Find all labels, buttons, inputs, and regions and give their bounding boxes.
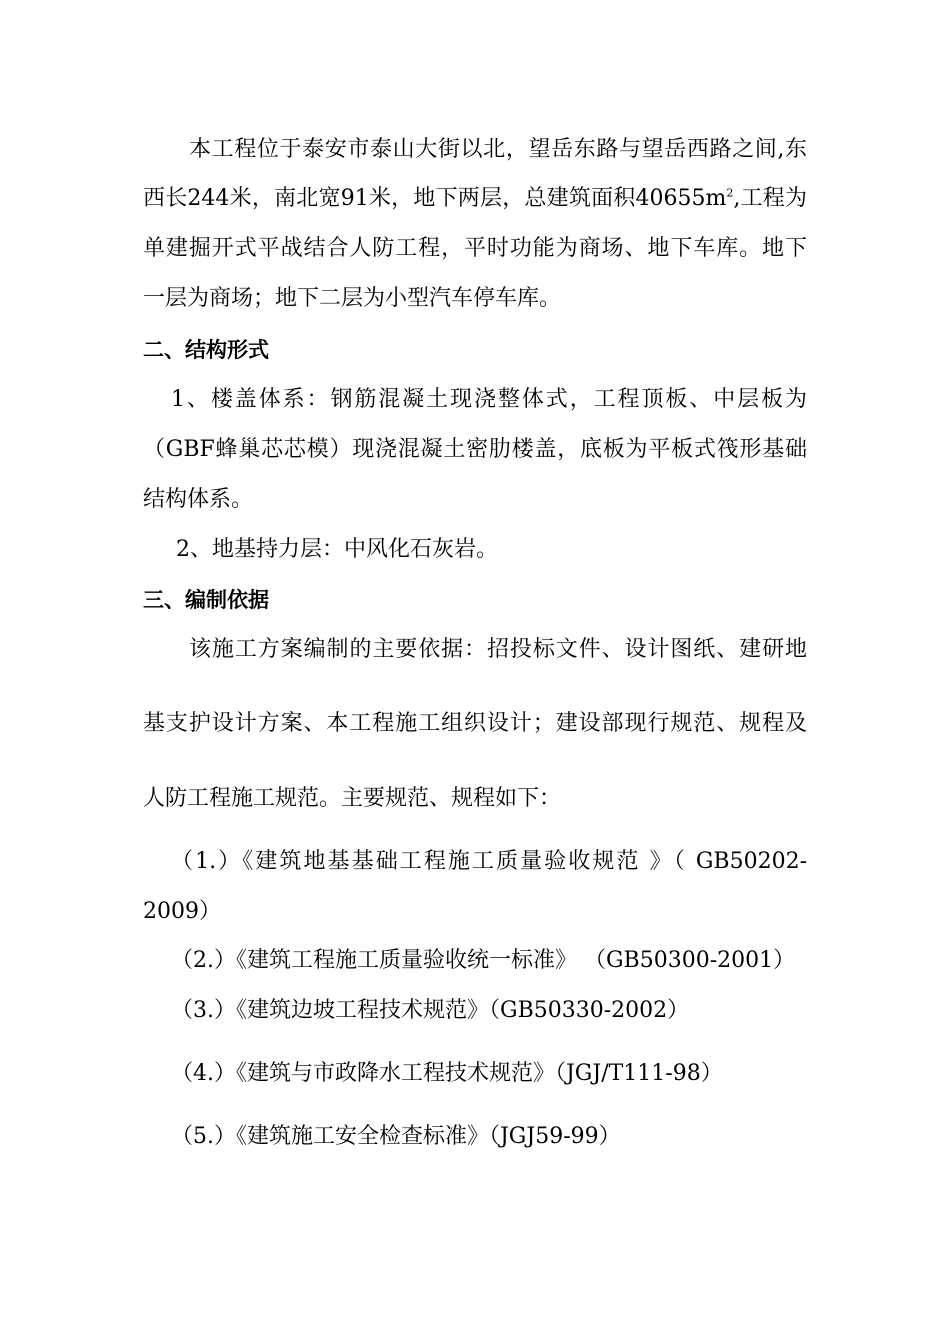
section-heading-structure: 二、结构形式 [143, 338, 269, 362]
area-unit-superscript: 2 [726, 186, 734, 200]
intro-line-1: 本工程位于泰安市泰山大街以北，望岳东路与望岳西路之间,东 [189, 137, 807, 162]
intro-line-2-tail: ,工程为 [733, 186, 807, 211]
basis-para-line-1: 该施工方案编制的主要依据：招投标文件、设计图纸、建研地 [189, 637, 807, 662]
structure-item-1-line-3: 结构体系。 [143, 487, 254, 512]
intro-line-2-text: 西长244米，南北宽91米，地下两层，总建筑面积40655m [143, 186, 727, 211]
reference-5: （5.）《建筑施工安全检查标准》（JGJ59-99） [171, 1124, 621, 1149]
structure-item-2: 2、地基持力层：中风化石灰岩。 [176, 537, 498, 562]
intro-line-2 [143, 186, 807, 212]
structure-item-1-line-1: 1、楼盖体系：钢筋混凝土现浇整体式，工程顶板、中层板为 [171, 387, 807, 412]
reference-3: （3.）《建筑边坡工程技术规范》（GB50330-2002） [171, 998, 690, 1023]
basis-para-line-3: 人防工程施工规范。主要规范、规程如下： [143, 786, 562, 811]
basis-para-line-2: 基支护设计方案、本工程施工组织设计；建设部现行规范、规程及 [143, 711, 807, 736]
structure-item-1-line-2: （GBF蜂巢芯芯模）现浇混凝土密肋楼盖，底板为平板式筏形基础 [143, 437, 807, 462]
intro-line-4: 一层为商场；地下二层为小型汽车停车库。 [143, 286, 562, 311]
reference-1-line-1: （1.）《建筑地基基础工程施工质量验收规范 》（ GB50202- [171, 849, 807, 874]
section-heading-basis: 三、编制依据 [143, 588, 269, 612]
intro-line-3: 单建掘开式平战结合人防工程，平时功能为商场、地下车库。地下 [143, 236, 807, 261]
reference-1-line-2: 2009） [143, 899, 221, 924]
reference-4: （4.）《建筑与市政降水工程技术规范》（JGJ/T111-98） [171, 1061, 723, 1086]
reference-2: （2.）《建筑工程施工质量验收统一标准》 （GB50300-2001） [171, 948, 796, 973]
